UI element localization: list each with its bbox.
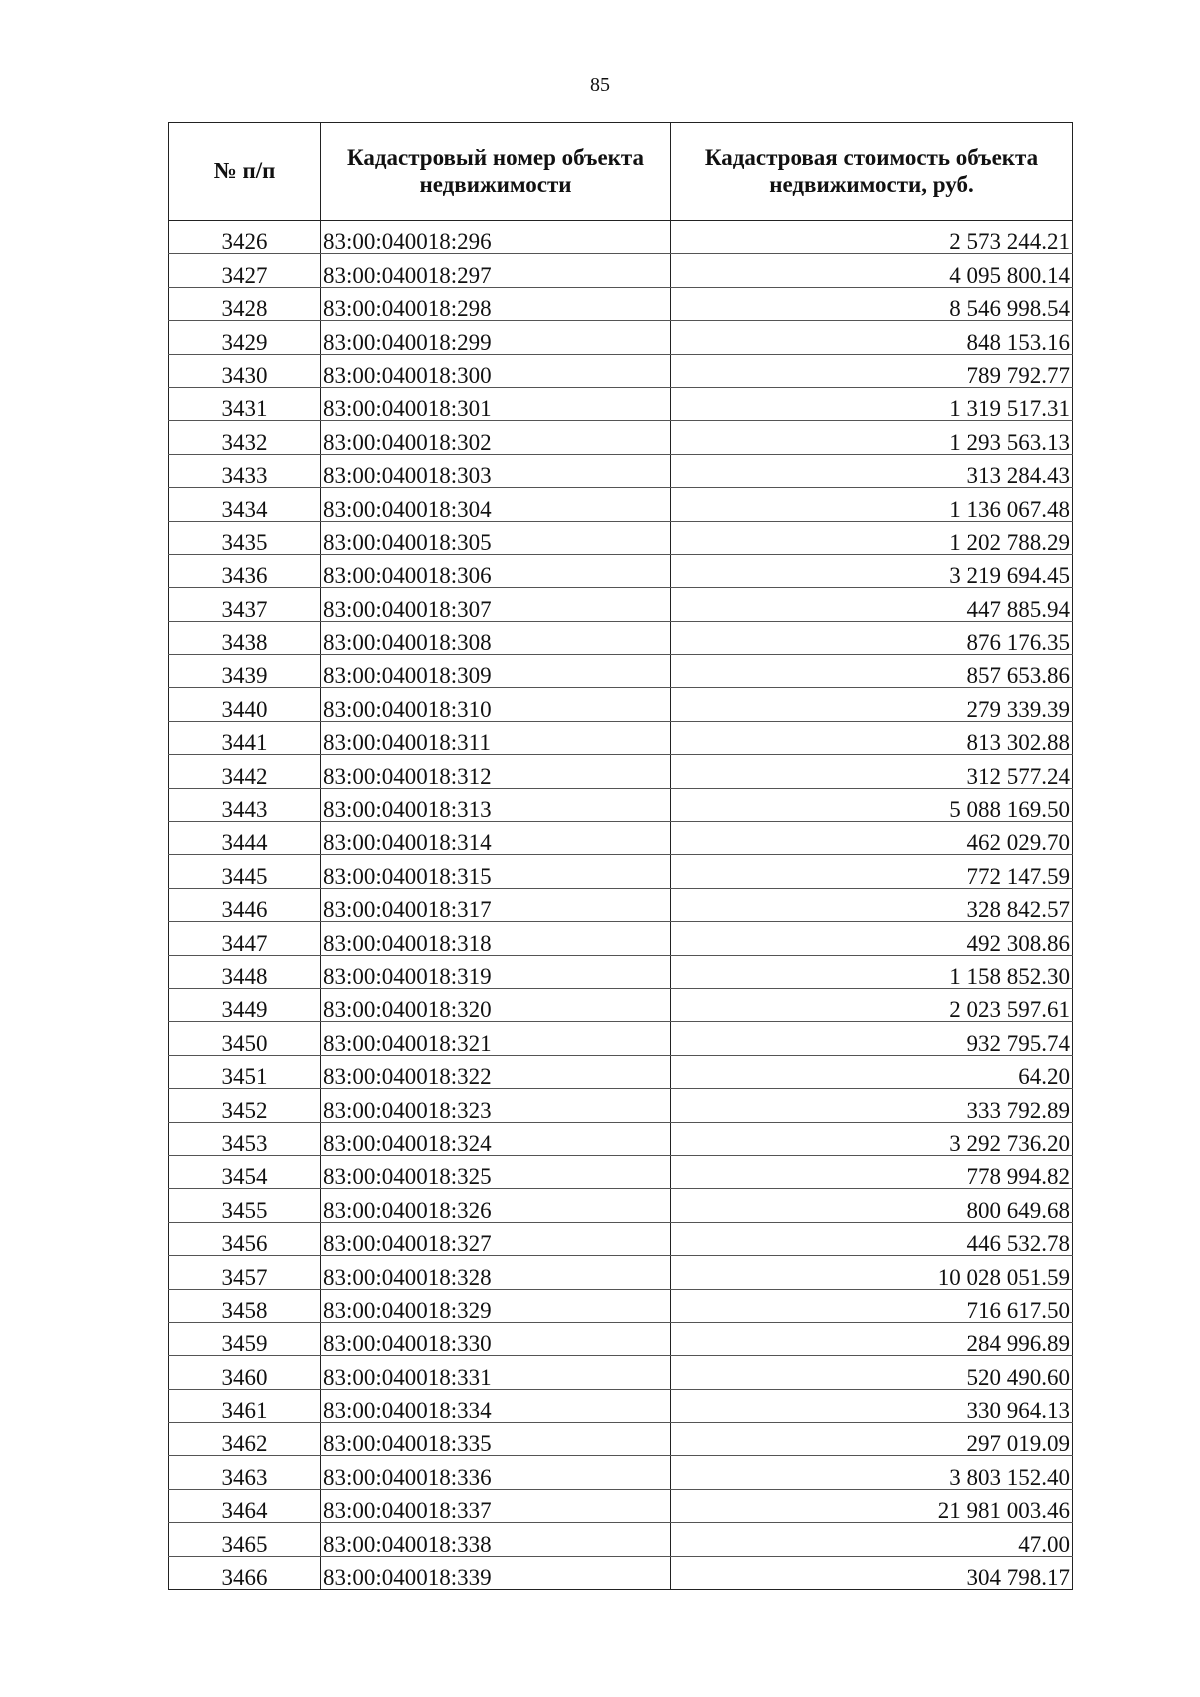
cadastral-number-cell: 83:00:040018:331 — [321, 1356, 671, 1389]
table-row — [169, 321, 1073, 354]
cadastral-value-cell: 10 028 051.59 — [671, 1256, 1073, 1289]
cadastral-value-cell: 330 964.13 — [671, 1389, 1073, 1422]
table-row — [169, 1556, 1073, 1589]
page-number: 85 — [590, 74, 610, 96]
cadastral-value-cell: 284 996.89 — [671, 1322, 1073, 1355]
cadastral-value-cell: 800 649.68 — [671, 1189, 1073, 1222]
cadastral-value-cell: 5 088 169.50 — [671, 788, 1073, 821]
cadastral-number-cell: 83:00:040018:320 — [321, 988, 671, 1021]
cadastral-value-cell: 312 577.24 — [671, 755, 1073, 788]
row-number-cell: 3453 — [169, 1122, 321, 1155]
cadastral-value-cell: 1 158 852.30 — [671, 955, 1073, 988]
cadastral-number-cell: 83:00:040018:315 — [321, 855, 671, 888]
table-row — [169, 588, 1073, 621]
table-row — [169, 1322, 1073, 1355]
row-number-cell: 3437 — [169, 588, 321, 621]
row-number-cell: 3443 — [169, 788, 321, 821]
cadastral-value-cell: 1 293 563.13 — [671, 421, 1073, 454]
cadastral-value-cell: 789 792.77 — [671, 354, 1073, 387]
cadastral-number-cell: 83:00:040018:317 — [321, 888, 671, 921]
table-body — [169, 221, 1073, 1590]
table-row — [169, 888, 1073, 921]
table-row — [169, 421, 1073, 454]
row-number-cell: 3426 — [169, 221, 321, 254]
row-number-cell: 3432 — [169, 421, 321, 454]
cadastral-value-cell: 333 792.89 — [671, 1089, 1073, 1122]
header-cadastral-number: Кадастровый номер объекта недвижимости — [321, 123, 671, 221]
cadastral-number-cell: 83:00:040018:329 — [321, 1289, 671, 1322]
cadastral-number-cell: 83:00:040018:334 — [321, 1389, 671, 1422]
table-row — [169, 387, 1073, 420]
row-number-cell: 3431 — [169, 387, 321, 420]
row-number-cell: 3449 — [169, 988, 321, 1021]
row-number-cell: 3430 — [169, 354, 321, 387]
table-row — [169, 354, 1073, 387]
cadastral-number-cell: 83:00:040018:302 — [321, 421, 671, 454]
row-number-cell: 3440 — [169, 688, 321, 721]
cadastral-value-cell: 932 795.74 — [671, 1022, 1073, 1055]
cadastral-value-cell: 520 490.60 — [671, 1356, 1073, 1389]
table-row — [169, 254, 1073, 287]
cadastral-value-cell: 279 339.39 — [671, 688, 1073, 721]
table-row — [169, 621, 1073, 654]
cadastral-number-cell: 83:00:040018:309 — [321, 655, 671, 688]
row-number-cell: 3429 — [169, 321, 321, 354]
cadastral-value-cell: 446 532.78 — [671, 1222, 1073, 1255]
table-row — [169, 855, 1073, 888]
cadastral-value-cell: 3 803 152.40 — [671, 1456, 1073, 1489]
cadastral-number-cell: 83:00:040018:311 — [321, 721, 671, 754]
cadastral-value-cell: 2 023 597.61 — [671, 988, 1073, 1021]
cadastral-number-cell: 83:00:040018:336 — [321, 1456, 671, 1489]
cadastral-number-cell: 83:00:040018:322 — [321, 1055, 671, 1088]
row-number-cell: 3455 — [169, 1189, 321, 1222]
cadastral-number-cell: 83:00:040018:338 — [321, 1523, 671, 1556]
row-number-cell: 3462 — [169, 1423, 321, 1456]
row-number-cell: 3441 — [169, 721, 321, 754]
table-row — [169, 1356, 1073, 1389]
cadastral-value-cell: 328 842.57 — [671, 888, 1073, 921]
row-number-cell: 3444 — [169, 822, 321, 855]
row-number-cell: 3445 — [169, 855, 321, 888]
table-row — [169, 221, 1073, 254]
row-number-cell: 3447 — [169, 922, 321, 955]
cadastral-number-cell: 83:00:040018:328 — [321, 1256, 671, 1289]
cadastral-value-cell: 3 219 694.45 — [671, 554, 1073, 587]
cadastral-value-cell: 857 653.86 — [671, 655, 1073, 688]
cadastral-value-cell: 876 176.35 — [671, 621, 1073, 654]
cadastral-number-cell: 83:00:040018:327 — [321, 1222, 671, 1255]
row-number-cell: 3428 — [169, 287, 321, 320]
row-number-cell: 3427 — [169, 254, 321, 287]
cadastral-value-cell: 2 573 244.21 — [671, 221, 1073, 254]
cadastral-number-cell: 83:00:040018:305 — [321, 521, 671, 554]
cadastral-number-cell: 83:00:040018:318 — [321, 922, 671, 955]
cadastral-value-cell: 8 546 998.54 — [671, 287, 1073, 320]
cadastral-number-cell: 83:00:040018:306 — [321, 554, 671, 587]
row-number-cell: 3466 — [169, 1556, 321, 1589]
row-number-cell: 3459 — [169, 1322, 321, 1355]
cadastral-number-cell: 83:00:040018:335 — [321, 1423, 671, 1456]
row-number-cell: 3464 — [169, 1489, 321, 1522]
table-row — [169, 1189, 1073, 1222]
cadastral-number-cell: 83:00:040018:312 — [321, 755, 671, 788]
row-number-cell: 3435 — [169, 521, 321, 554]
table-row — [169, 1089, 1073, 1122]
cadastral-value-cell: 297 019.09 — [671, 1423, 1073, 1456]
row-number-cell: 3456 — [169, 1222, 321, 1255]
row-number-cell: 3463 — [169, 1456, 321, 1489]
cadastral-value-cell: 1 136 067.48 — [671, 488, 1073, 521]
table-row — [169, 755, 1073, 788]
row-number-cell: 3446 — [169, 888, 321, 921]
cadastral-value-cell: 1 202 788.29 — [671, 521, 1073, 554]
cadastral-number-cell: 83:00:040018:299 — [321, 321, 671, 354]
table-row — [169, 988, 1073, 1021]
table-row — [169, 1122, 1073, 1155]
table-row — [169, 1523, 1073, 1556]
cadastral-number-cell: 83:00:040018:326 — [321, 1189, 671, 1222]
row-number-cell: 3460 — [169, 1356, 321, 1389]
table-row — [169, 1423, 1073, 1456]
row-number-cell: 3465 — [169, 1523, 321, 1556]
cadastral-number-cell: 83:00:040018:337 — [321, 1489, 671, 1522]
row-number-cell: 3434 — [169, 488, 321, 521]
table-row — [169, 454, 1073, 487]
row-number-cell: 3442 — [169, 755, 321, 788]
cadastral-value-cell: 313 284.43 — [671, 454, 1073, 487]
table-row — [169, 1256, 1073, 1289]
cadastral-number-cell: 83:00:040018:319 — [321, 955, 671, 988]
header-num: № п/п — [169, 123, 321, 221]
cadastral-number-cell: 83:00:040018:323 — [321, 1089, 671, 1122]
table-row — [169, 1155, 1073, 1188]
cadastral-value-cell: 848 153.16 — [671, 321, 1073, 354]
cadastral-value-cell: 4 095 800.14 — [671, 254, 1073, 287]
cadastral-number-cell: 83:00:040018:324 — [321, 1122, 671, 1155]
cadastral-number-cell: 83:00:040018:296 — [321, 221, 671, 254]
row-number-cell: 3451 — [169, 1055, 321, 1088]
table-row — [169, 922, 1073, 955]
table-row — [169, 788, 1073, 821]
row-number-cell: 3433 — [169, 454, 321, 487]
table-row — [169, 1055, 1073, 1088]
cadastral-number-cell: 83:00:040018:307 — [321, 588, 671, 621]
cadastral-value-cell: 64.20 — [671, 1055, 1073, 1088]
table-row — [169, 488, 1073, 521]
cadastral-number-cell: 83:00:040018:304 — [321, 488, 671, 521]
table-row — [169, 1022, 1073, 1055]
cadastral-number-cell: 83:00:040018:303 — [321, 454, 671, 487]
table-row — [169, 521, 1073, 554]
row-number-cell: 3450 — [169, 1022, 321, 1055]
table-row — [169, 287, 1073, 320]
cadastral-value-cell: 772 147.59 — [671, 855, 1073, 888]
row-number-cell: 3439 — [169, 655, 321, 688]
cadastral-number-cell: 83:00:040018:314 — [321, 822, 671, 855]
cadastral-number-cell: 83:00:040018:308 — [321, 621, 671, 654]
row-number-cell: 3457 — [169, 1256, 321, 1289]
cadastral-number-cell: 83:00:040018:300 — [321, 354, 671, 387]
table-header-row — [169, 123, 1073, 221]
row-number-cell: 3461 — [169, 1389, 321, 1422]
cadastral-value-cell: 462 029.70 — [671, 822, 1073, 855]
table-row — [169, 1389, 1073, 1422]
table-row — [169, 1222, 1073, 1255]
cadastral-number-cell: 83:00:040018:298 — [321, 287, 671, 320]
cadastral-value-cell: 447 885.94 — [671, 588, 1073, 621]
row-number-cell: 3448 — [169, 955, 321, 988]
cadastral-number-cell: 83:00:040018:321 — [321, 1022, 671, 1055]
row-number-cell: 3452 — [169, 1089, 321, 1122]
row-number-cell: 3438 — [169, 621, 321, 654]
cadastral-value-cell: 1 319 517.31 — [671, 387, 1073, 420]
table-row — [169, 1456, 1073, 1489]
table-row — [169, 822, 1073, 855]
cadastral-number-cell: 83:00:040018:330 — [321, 1322, 671, 1355]
cadastral-value-cell: 778 994.82 — [671, 1155, 1073, 1188]
table-row — [169, 1289, 1073, 1322]
cadastral-value-table — [168, 122, 1073, 1590]
cadastral-value-cell: 716 617.50 — [671, 1289, 1073, 1322]
cadastral-value-cell: 492 308.86 — [671, 922, 1073, 955]
row-number-cell: 3454 — [169, 1155, 321, 1188]
table-row — [169, 721, 1073, 754]
cadastral-number-cell: 83:00:040018:325 — [321, 1155, 671, 1188]
cadastral-value-cell: 47.00 — [671, 1523, 1073, 1556]
cadastral-number-cell: 83:00:040018:301 — [321, 387, 671, 420]
table-row — [169, 955, 1073, 988]
cadastral-number-cell: 83:00:040018:313 — [321, 788, 671, 821]
cadastral-number-cell: 83:00:040018:310 — [321, 688, 671, 721]
table-row — [169, 1489, 1073, 1522]
table-row — [169, 554, 1073, 587]
cadastral-value-cell: 304 798.17 — [671, 1556, 1073, 1589]
cadastral-value-cell: 3 292 736.20 — [671, 1122, 1073, 1155]
cadastral-number-cell: 83:00:040018:297 — [321, 254, 671, 287]
row-number-cell: 3436 — [169, 554, 321, 587]
cadastral-value-cell: 813 302.88 — [671, 721, 1073, 754]
table-row — [169, 655, 1073, 688]
cadastral-value-cell: 21 981 003.46 — [671, 1489, 1073, 1522]
table-row — [169, 688, 1073, 721]
row-number-cell: 3458 — [169, 1289, 321, 1322]
header-cadastral-value: Кадастровая стоимость объекта недвижимости, руб. — [671, 123, 1073, 221]
cadastral-number-cell: 83:00:040018:339 — [321, 1556, 671, 1589]
